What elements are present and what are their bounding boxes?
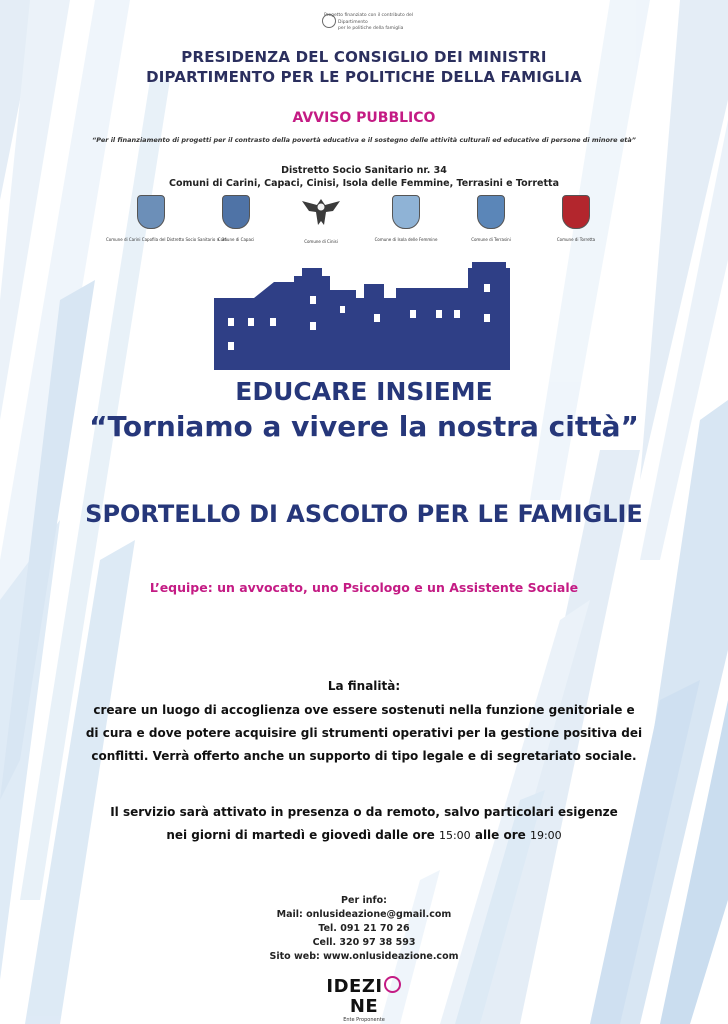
finalita-line-1: creare un luogo di accoglienza ove essere sostenuti nella funzione genitoriale e (93, 703, 635, 717)
crest-cinisi (276, 195, 366, 244)
equipe-text: L’equipe: un avvocato, uno Psicologo e un Assistente Sociale (149, 580, 579, 595)
government-header (0, 47, 728, 87)
crest-caption: Comune di Terrasini (471, 237, 511, 242)
crest-terrasini (446, 195, 536, 242)
logo-part-2: ZI (361, 976, 383, 997)
logo-tagline: Ente Proponente (343, 1017, 385, 1023)
shield-icon (222, 195, 250, 229)
contact-cell[interactable]: Cell. 320 97 38 593 (312, 937, 416, 948)
time-end: 19:00 (529, 829, 562, 842)
district-info (0, 164, 728, 190)
service-line-2 (0, 824, 728, 847)
finalita-body (0, 699, 728, 768)
finalita-heading: La finalità: (327, 679, 401, 693)
crest-caption: Comune di Cinisi (304, 239, 338, 244)
crest-isola (361, 195, 451, 242)
shield-icon (477, 195, 505, 229)
district-line-1: Distretto Socio Sanitario nr. 34 (281, 165, 447, 176)
avviso-title: AVVISO PUBBLICO (292, 110, 436, 126)
contact-mail[interactable]: Mail: onlusideazione@gmail.com (276, 909, 452, 920)
district-line-2: Comuni di Carini, Capaci, Cinisi, Isola delle Femmine, Terrasini e Torretta (169, 178, 559, 189)
crest-caption: Comune di Isola delle Femmine (374, 237, 438, 242)
header-line-1: PRESIDENZA DEL CONSIGLIO DEI MINISTRI (181, 48, 547, 66)
ideazione-logo (313, 976, 415, 1023)
eagle-icon (300, 195, 342, 229)
logo-part-3: NE (349, 996, 379, 1017)
contact-info (0, 894, 728, 964)
funding-subtitle: per le politiche della famiglia (338, 26, 404, 31)
service-middle: alle ore (470, 828, 530, 842)
crest-caption: Comune di Capaci (217, 237, 255, 242)
service-info (0, 801, 728, 847)
shield-icon (392, 195, 420, 229)
title-slogan: “Torniamo a vivere la nostra città” (89, 410, 639, 443)
contact-website[interactable]: Sito web: www.onlusideazione.com (269, 951, 459, 962)
funding-department: Dipartimento (338, 20, 368, 25)
crest-caption: Comune di Torretta (556, 237, 596, 242)
crest-carini (106, 195, 227, 242)
contact-heading: Per info: (341, 895, 387, 906)
contact-phone[interactable]: Tel. 091 21 70 26 (318, 923, 410, 934)
crest-torretta (531, 195, 621, 242)
crest-caption: Comune di Carini Capofila del Distretto Socio Sanitario n. 34 (106, 237, 227, 242)
funding-line: Progetto finanziato con il contributo del (324, 13, 414, 18)
avviso-quote: “Per il finanziamento di progetti per il contrasto della povertà educativa e il sostegno delle attività culturali ed educative di persone di minore età” (92, 136, 636, 144)
castle-illustration (214, 262, 514, 370)
service-days: nei giorni di martedì e giovedì dalle ore (166, 828, 439, 842)
shield-icon (562, 195, 590, 229)
title-educare: EDUCARE INSIEME (235, 377, 493, 406)
finalita-line-3: conflitti. Verrà offerto anche un supporto di tipo legale e di segretariato sociale. (91, 749, 637, 763)
logo-part-1: IDE (326, 976, 362, 997)
service-line-1: Il servizio sarà attivato in presenza o da remoto, salvo particolari esigenze (110, 805, 618, 819)
crest-capaci (191, 195, 281, 242)
logo-o-icon (384, 976, 401, 993)
header-line-2: DIPARTIMENTO PER LE POLITICHE DELLA FAMIGLIA (146, 68, 582, 86)
title-sportello: SPORTELLO DI ASCOLTO PER LE FAMIGLIE (85, 500, 643, 528)
time-start: 15:00 (438, 829, 471, 842)
logo-wordmark (313, 976, 415, 1017)
finalita-line-2: di cura e dove potere acquisire gli strumenti operativi per la gestione positiva dei (85, 726, 643, 740)
shield-icon (137, 195, 165, 229)
